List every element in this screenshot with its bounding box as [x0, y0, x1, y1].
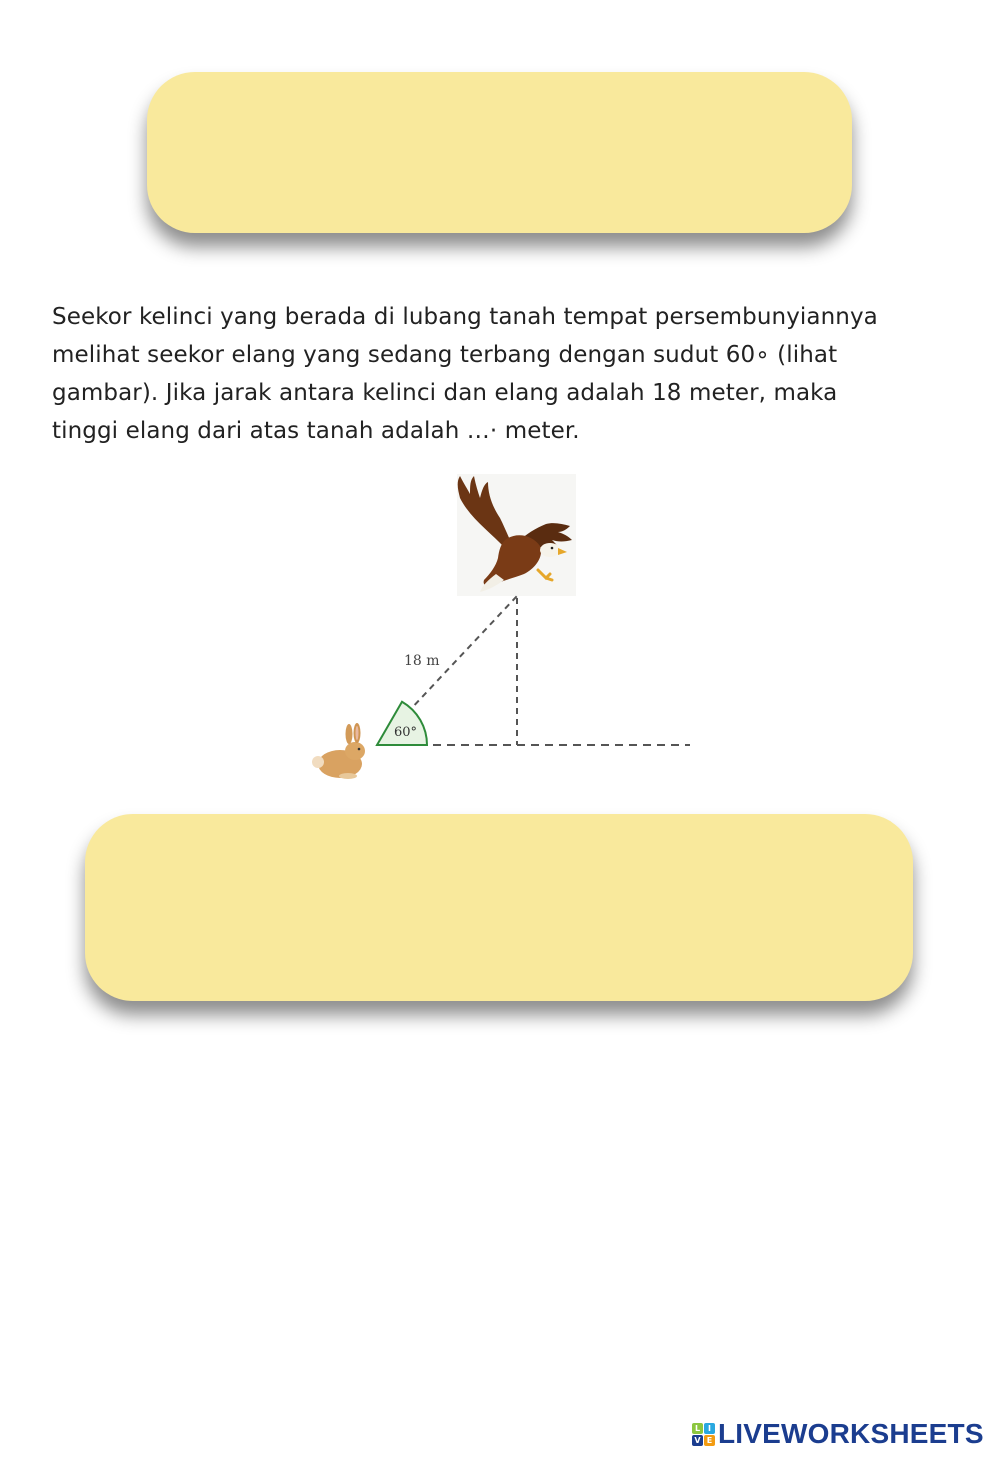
question-line-2: melihat seekor elang yang sedang terbang dengan sudut 60∘ (lihat: [52, 342, 838, 368]
rabbit-ear-inner: [356, 726, 359, 740]
rabbit-foot: [339, 773, 357, 779]
answer-box-bottom[interactable]: [85, 814, 913, 1001]
logo-icon-letter-v: V: [692, 1435, 703, 1446]
liveworksheets-brand: LIVEWORKSHEETS: [718, 1418, 984, 1449]
liveworksheets-logo: [692, 1414, 984, 1454]
eagle-rabbit-diagram: [300, 470, 720, 790]
eagle-head: [540, 543, 560, 557]
question-line-3: gambar). Jika jarak antara kelinci dan elang adalah 18 meter, maka: [52, 380, 838, 406]
rabbit-head: [345, 742, 365, 760]
question-text: [52, 298, 952, 450]
question-line-1: Seekor kelinci yang berada di lubang tanah tempat persembunyiannya: [52, 304, 878, 330]
question-line-4: tinggi elang dari atas tanah adalah …⋅ meter.: [52, 418, 580, 444]
rabbit-illustration: [312, 723, 365, 779]
logo-icon-letter-l: L: [692, 1423, 703, 1434]
liveworksheets-logo-icon: [692, 1423, 715, 1446]
eagle-eye: [551, 547, 554, 550]
distance-label: 18 m: [404, 653, 440, 669]
logo-icon-letter-e: E: [704, 1435, 715, 1446]
angle-label: 60°: [394, 725, 418, 740]
logo-icon-letter-i: I: [704, 1423, 715, 1434]
answer-box-top[interactable]: [147, 72, 852, 233]
rabbit-tail: [312, 756, 324, 768]
rabbit-eye: [358, 748, 361, 751]
rabbit-ear-left: [346, 724, 353, 744]
